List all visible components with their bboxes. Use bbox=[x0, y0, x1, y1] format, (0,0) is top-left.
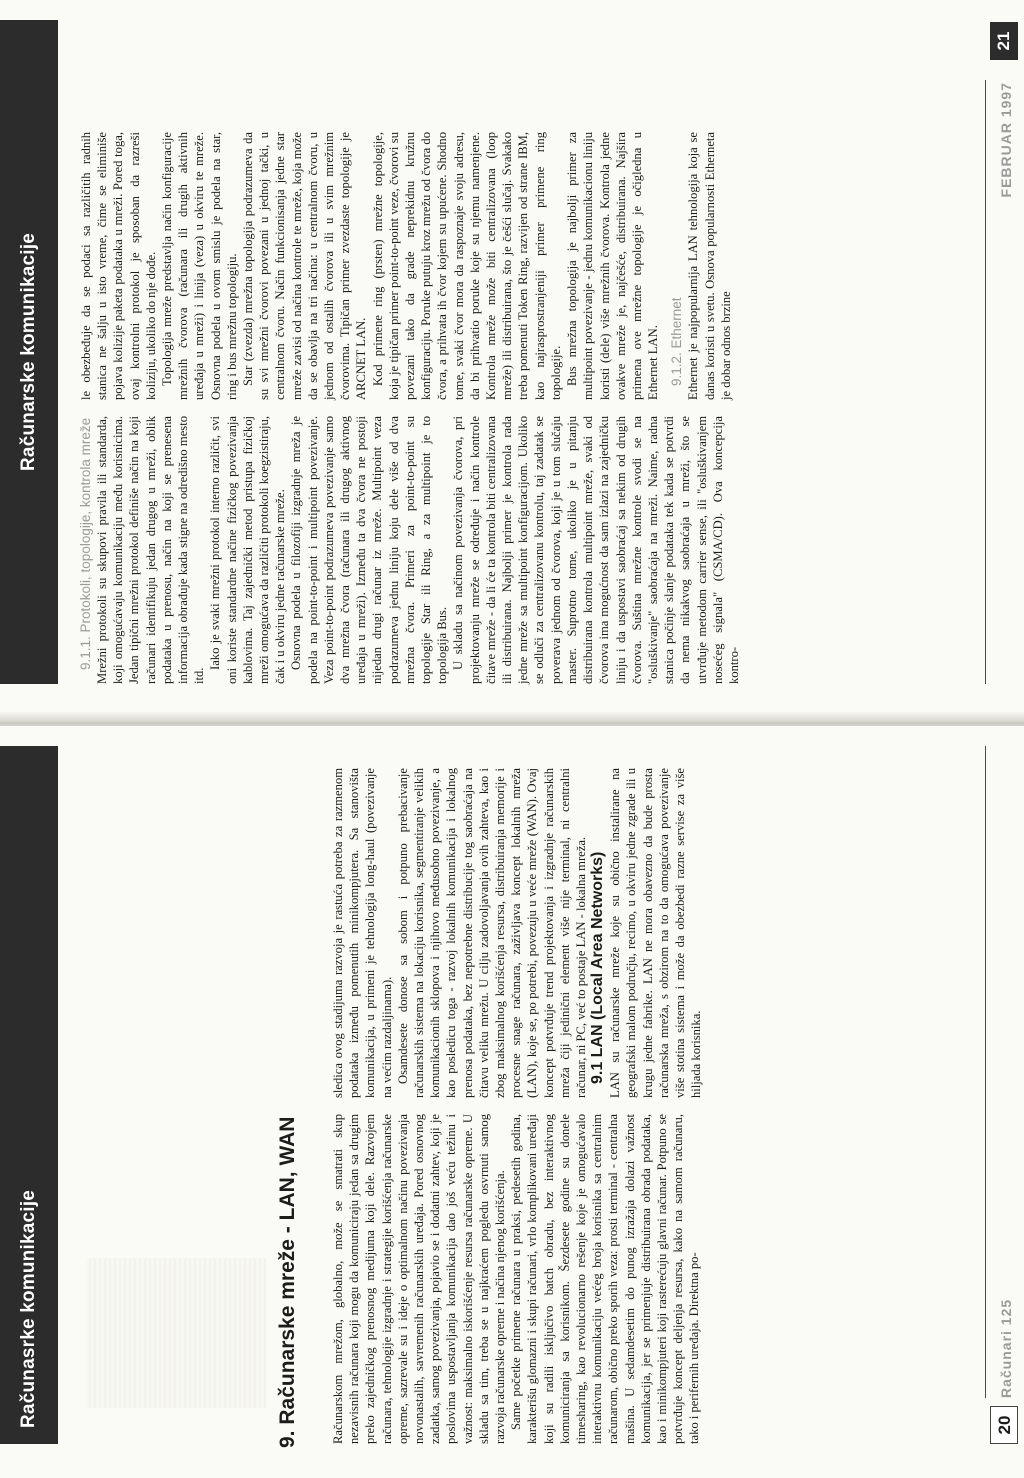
paragraph: Star (zvezda) mrežna topologija podrazumeva da su svi mrežni čvorovi povezani u jednoj tački, u centralnom čvoru. Način funkcionisanja jedne star mreže zavisi od načina kontrole te mreže, koja može da se obavlja na tri načina: u centralnom čvoru, u jednom od ostalih čvorova ili u svim mrežnim čvorovima. Tipičan primer zvezdaste topologije je ARCNET LAN. bbox=[241, 132, 369, 400]
text-column-2 bbox=[78, 132, 734, 400]
subsection-title: 9.1.1. Protokoli, topologije, kontrola mreže bbox=[78, 417, 93, 670]
page-header: Računarske komunikacije bbox=[0, 20, 58, 684]
paragraph: Bus mrežna topologija je najbolji primer za multipoint povezivanje - jednu komunikacionu liniju koristi (dele) više mrežnih čvorova. Kontrola jedne ovakve mreže je, najčešće, distribuirana. Najšira primena ove mrežne topologije je očigledna u Ethernet LAN. bbox=[565, 132, 661, 400]
paragraph: Osnovna podela u filozofiji izgradnje mreža je podela na point-to-point i multipoint povezivanje. Veza point-to-point podrazumeva povezivanje samo dva mrežna čvora (računara ili drugog aktivnog uređaja u mreži). Između ta dva čvora ne postoji nijedan drugi računar iz mreže. Multipoint veza podrazumeva jednu liniju koju dele više od dva mrežna čvora. Primeri za point-to-point su topologije Star ili Ring, a za multipoint je to topologija Bus. bbox=[289, 416, 450, 684]
subsection-title: 9.1.2. Ethernet bbox=[669, 297, 685, 386]
issue-date: FEBRUAR 1997 bbox=[998, 82, 1014, 198]
page-header: Računasrke komunikacije bbox=[0, 746, 58, 1444]
page-number: 21 bbox=[990, 22, 1018, 60]
paragraph: Kod primene ring (prsten) mrežne topologije, koja je tipičan primer point-to-point veze, čvorovi su povezani tako da grade neprekidnu kružnu konfiguraciju. Poruke putuju kroz mrežu od čvora do čvora, a prihvata ih čvor kojem su upućene. Shodno tome, svaki čvor mora da raspoznaje svoju adresu, da bi prihvatio poruke koje su njemu namenjene. Kontrola mreže može biti centralizovana (loop mreže) ili distribuirana, što je češći slučaj. Svakako treba pomenuti Token Ring, razvijen od strane IBM, kao najrasprostranjeniji primer primene ring topologije. bbox=[370, 132, 563, 400]
text-column-1 bbox=[78, 416, 742, 684]
footer-rule bbox=[985, 80, 986, 684]
paragraph: Iako je svaki mrežni protokol interno različit, svi oni koriste standardne načine fizičkog povezivanja kablovima. Taj zajednički metod pristupa fizičkoj mreži omogućava da različiti protokoli koegzistiraju, čak i u okviru jedne računarske mreže. bbox=[208, 416, 288, 684]
paragraph: sledica ovog stadijuma razvoja je rastuća potreba za razmenom podataka između pomenutih minikompjutera. Sa stanovišta komunikacija, u primeni je tehnologija long-haul (povezivanje na većim razdaljinama). bbox=[331, 768, 394, 1098]
page-21 bbox=[0, 0, 1024, 718]
page-number: 20 bbox=[990, 1406, 1018, 1444]
paragraph: Same početke primene računara u praksi, pedesetih godina, karakterišu glomazni i skupi računari, vrlo komplikovani uređaji koji su radili isključivo batch obradu, bez interaktivnog komuniciranja sa korisnikom. Šezdesete godine su donele timesharing, kao revolucionarno rešenje koje je omogućavalo interaktivnu komunikaciju većeg broja korisnika sa centralnim računarom, obično preko sporih veza: prosti terminal - centralna mašina. U sedamdesetim do punog izražaja dolazi važnost komunikacija, jer se primenjuje distribuirana obrada podataka, kao i minikompjuteri koji rasterećuju glavni računar. Potpuno se potvrđuje koncept deljenja resursa, kako na samom računaru, tako i perifernih uređaja. Direktna po- bbox=[509, 1114, 702, 1444]
text-column-2 bbox=[330, 768, 704, 1098]
paragraph: Mrežni protokoli su skupovi pravila ili standarda, koji omogućavaju komunikaciju među korisnicima. Jedan tipični mrežni protokol definiše način na koji računari identifikuju jedan drugog u mreži, oblik podataka u prenosu, način na koji se prenesena informacija obrađuje kada stigne na odredišno mesto itd. bbox=[95, 416, 207, 684]
paragraph: Ethernet je najpopularnija LAN tehnologija koja se danas koristi u svetu. Osnova popularnosti Etherneta je dobar odnos brzine bbox=[686, 132, 733, 400]
paragraph: U skladu sa načinom povezivanja čvorova, pri projektovanju mreže se određuje i način kontrole čitave mreže - da li će ta kontrola biti centralizovana ili distribuirana. Najbolji primer je kontrola rada jedne mreže sa multipoint konfiguracijom. Ukoliko se odluči za centralizovanu kontrolu, taj zadatak se poverava jednom od čvorova, koji je u tom slučaju master. Suprotno tome, ukoliko je u pitanju distribuirana kontrola multipoint mreže, svaki od čvorova ima mogućnost da sam izlazi na zajedničku liniju i da uspostavi saobraćaj sa nekim od drugih čvorova. Suština mrežne kontrole svodi se na "osluškivanje" saobraćaja na mreži. Naime, radna stanica počinje slanje podataka tek kada se potvrdi da nema nikakvog saobraćaja u mreži, što se utvrđuje metodom carrier sense, ili "osluškivanjem nosećeg signala" (CSMA/CD). Ova koncepcija kontro- bbox=[451, 416, 741, 684]
magazine-name: Računari 125 bbox=[998, 1298, 1014, 1398]
page-20-content bbox=[0, 726, 1024, 1478]
page-20 bbox=[0, 726, 1024, 1478]
paragraph: Osamdesete donose sa sobom i potpuno prebacivanje računarskih sistema na lokaciju korisnika, segmentiranje velikih komunikacionih sklopova i njihovo međusobno povezivanje, a kao posledicu toga - razvoj lokalnih komunikacija i lokalnog prenosa podataka, bez nepotrebne distribucije tog saobraćaja na čitavu veliku mrežu. U cilju zadovoljavanja ovih zahteva, kao i zbog maksimalnog korišćenja resursa, distribuiranja memorije i procesne snage računara, zaživljava koncept lokalnih mreža (LAN), koje se, po potrebi, povezuju u veće mreže (WAN). Ovaj koncept potvrđuje trend projektovanja i izgradnje računarskih mreža čiji jedinični element više nije terminal, ni centralni računar, ni PC, već to postaje LAN - lokalna mreža. bbox=[395, 768, 589, 1098]
paragraph: Topologija mreže predstavlja način konfiguracije mrežnih čvorova (računara ili drugih aktivnih uređaja u mreži) i linija (veza) u okviru te mreže. Osnovna podela u ovom smislu je podela na star, ring i bus mrežnu topologiju. bbox=[160, 132, 239, 400]
footer-rule bbox=[985, 746, 986, 1398]
paragraph: le obezbeđuje da se podaci sa različitih radnih stanica ne šalju u isto vreme, čime se eliminiše pojava kolizije paketa podataka u mreži. Pored toga, ovaj kontrolni protokol je sposoban da razreši koliziju, ukoliko do nje dođe. bbox=[79, 132, 158, 400]
paragraph: LAN su računarske mreže koje su obično instalirane na geografski malom području, recimo, u okviru jedne zgrade ili u krugu jedne fabrike. LAN ne mora obavezno da bude prosta računarska mreža, s obzirom na to da omogućava povezivanje više stotina sistema i može da obezbedi razne servise za više hiljada korisnika. bbox=[608, 768, 704, 1098]
text-column-1 bbox=[330, 1114, 703, 1444]
page-21-content bbox=[0, 0, 1024, 718]
section-title: 9.1 LAN (Local Area Networks) bbox=[589, 851, 607, 1084]
image-area bbox=[86, 1258, 266, 1408]
paragraph: Računarskom mrežom, globalno, može se smatrati skup nezavisnih računara koji mogu da komuniciraju jedan sa drugim preko zajedničkog prenosnog medijuma koji dele. Razvojem računara, tehnologije izgradnje i strategije korišćenja računarske opreme, sazrevale su i ideje o optimalnom načinu povezivanja novonastalih, savremenih računarskih uređaja. Pored osnovnog zadatka, samog povezivanja, pojavio se i dodatni zahtev, koji je poslovima uspostavljanja komunikacija dao još veću težinu i važnost: maksimalno iskorišćenje resursa računarske opreme. U skladu sa tim, treba se u najkraćem pogledu osvrnuti samog razvoja računarske opreme i načina njenog korišćenja. bbox=[331, 1114, 508, 1444]
chapter-title: 9. Računarske mreže - LAN, WAN bbox=[276, 1116, 299, 1448]
